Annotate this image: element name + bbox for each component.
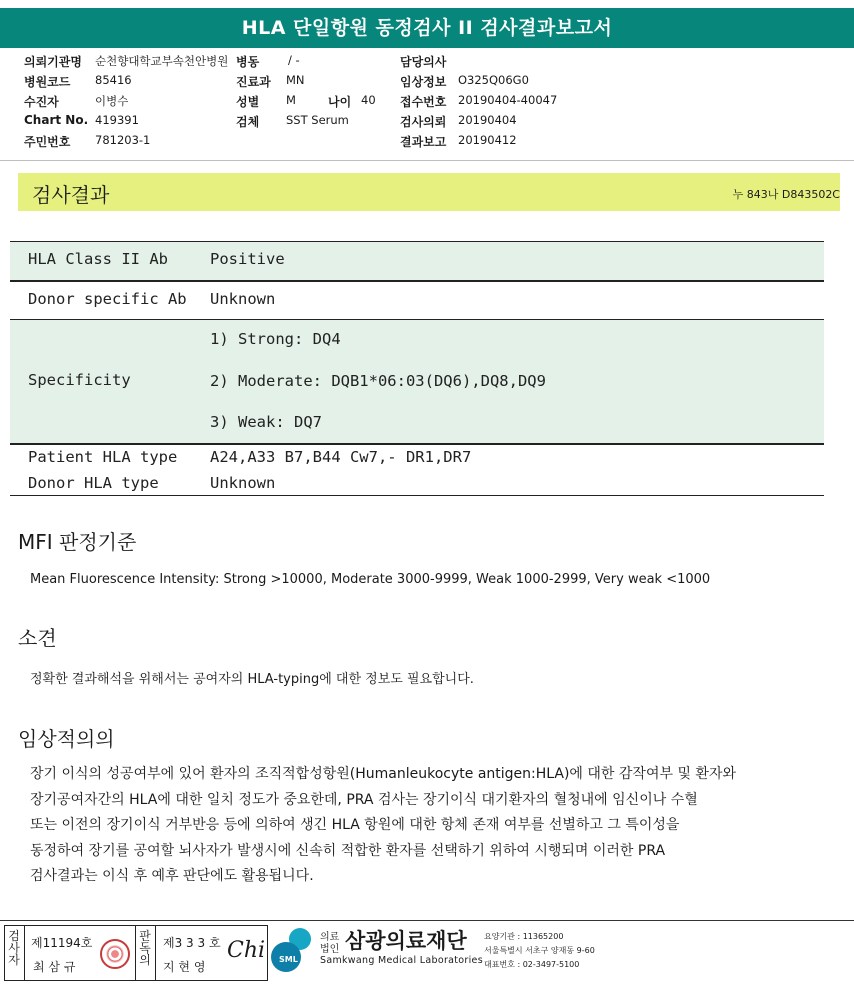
seal-icon	[100, 939, 130, 969]
examiner-number: 제11194호	[31, 936, 93, 950]
accession-label: 접수번호	[400, 95, 447, 109]
dsa-label: Donor specific Ab	[28, 290, 187, 308]
confirmer-name: 지 현 영	[163, 960, 206, 974]
org-english-name: Samkwang Medical Laboratories	[320, 955, 483, 966]
result-code: 누 843나 D843502C	[732, 188, 840, 201]
age-value: 40	[361, 93, 376, 107]
mfi-heading: MFI 판정기준	[18, 530, 137, 554]
class2-value: Positive	[210, 250, 285, 268]
doctor-label: 담당의사	[400, 55, 447, 69]
signature-divider	[155, 926, 156, 980]
request-value: 20190404	[458, 113, 517, 127]
sex-label: 성별	[236, 95, 260, 109]
org-prefix-2: 법인	[320, 944, 340, 955]
org-phone: 대표번호 : 02-3497-5100	[484, 960, 580, 969]
ward-label: 병동	[236, 55, 260, 69]
patient-hla-label: Patient HLA type	[28, 448, 178, 466]
clinical-line: 또는 이전의 장기이식 거부반응 등에 의하여 생긴 HLA 항원에 대한 항체 존재 여부를 선별하고 그 특이성을	[30, 817, 680, 833]
dept-label: 진료과	[236, 75, 271, 89]
footer-divider	[0, 920, 854, 921]
specimen-label: 검체	[236, 115, 260, 129]
specificity-item: 2) Moderate: DQB1*06:03(DQ6),DQ8,DQ9	[210, 372, 546, 390]
clinical-info-value: O325Q06G0	[458, 73, 529, 87]
specificity-label: Specificity	[28, 371, 131, 389]
rrn-label: 주민번호	[24, 135, 71, 149]
request-label: 검사의뢰	[400, 115, 447, 129]
donor-hla-label: Donor HLA type	[28, 474, 159, 492]
table-row	[10, 242, 824, 280]
report-title: HLA 단일항원 동정검사 II 검사결과보고서	[0, 8, 854, 48]
clinical-line: 동정하여 장기를 공여할 뇌사자가 발생시에 신속히 적합한 환자를 선택하기 위하여 시행되며 이러한 PRA	[30, 842, 666, 859]
clinical-line: 장기 이식의 성공여부에 있어 환자의 조직적합성항원(Humanleukocyte antigen:HLA)에 대한 감작여부 및 환자와	[30, 766, 736, 782]
result-title: 검사결과	[32, 183, 110, 207]
org-name: 삼광의료재단	[345, 929, 467, 953]
org-code: 요양기관 : 11365200	[484, 932, 564, 941]
signature-divider	[135, 926, 136, 980]
accession-value: 20190404-40047	[458, 93, 558, 107]
table-row	[10, 320, 824, 443]
org-address: 서울특별시 서초구 양재동 9-60	[484, 946, 595, 955]
table-row	[10, 281, 824, 319]
result-header	[18, 173, 840, 211]
table-row	[10, 445, 824, 495]
signature-divider	[24, 926, 25, 980]
dsa-value: Unknown	[210, 290, 276, 308]
chart-value: 419391	[95, 113, 139, 127]
patient-hla-value: A24,A33 B7,B44 Cw7,- DR1,DR7	[210, 448, 472, 466]
confirmer-number: 제3 3 3 호	[163, 936, 221, 950]
report-value: 20190412	[458, 133, 517, 147]
report-label: 결과보고	[400, 135, 447, 149]
sex-value: M	[286, 93, 296, 107]
signature-icon: Chi	[227, 938, 266, 963]
hospital-code-label: 병원코드	[24, 75, 71, 89]
institution-label: 의뢰기관명	[24, 55, 82, 69]
logo-text: SML	[279, 955, 298, 964]
info-divider	[0, 160, 854, 161]
specimen-value: SST Serum	[286, 113, 349, 127]
dept-value: MN	[286, 73, 305, 87]
ward-value: / -	[288, 53, 300, 67]
clinical-line: 검사결과는 이식 후 예후 판단에도 활용됩니다.	[30, 868, 314, 884]
specificity-item: 1) Strong: DQ4	[210, 330, 341, 348]
examiner-name: 최 삼 규	[33, 960, 76, 974]
patient-info	[24, 53, 844, 153]
mfi-text: Mean Fluorescence Intensity: Strong >10000, Moderate 3000-9999, Weak 1000-2999, Very weak <1000	[30, 572, 711, 587]
class2-label: HLA Class II Ab	[28, 250, 168, 268]
result-table	[10, 241, 824, 496]
donor-hla-value: Unknown	[210, 474, 276, 492]
clinical-text	[30, 762, 830, 890]
examiner-label: 검사자	[8, 929, 20, 967]
clinical-info-label: 임상정보	[400, 75, 447, 89]
clinical-line: 장기공여자간의 HLA에 대한 일치 정도가 중요한데, PRA 검사는 장기이식 대기환자의 혈청내에 임신이나 수혈	[30, 791, 698, 808]
confirmer-label: 판독의	[139, 929, 151, 967]
opinion-heading: 소견	[18, 626, 57, 650]
opinion-text: 정확한 결과해석을 위해서는 공여자의 HLA-typing에 대한 정보도 필요합니다.	[30, 672, 474, 687]
org-prefix-1: 의료	[320, 932, 340, 943]
patient-value: 이병수	[95, 94, 129, 108]
rrn-value: 781203-1	[95, 133, 151, 147]
patient-label: 수진자	[24, 95, 59, 109]
institution-value: 순천향대학교부속천안병원	[95, 54, 229, 68]
specificity-item: 3) Weak: DQ7	[210, 413, 322, 431]
clinical-heading: 임상적의의	[18, 727, 115, 751]
signature-box	[4, 925, 268, 981]
age-label: 나이	[328, 95, 352, 109]
hospital-code-value: 85416	[95, 73, 132, 87]
chart-label: Chart No.	[24, 113, 89, 127]
